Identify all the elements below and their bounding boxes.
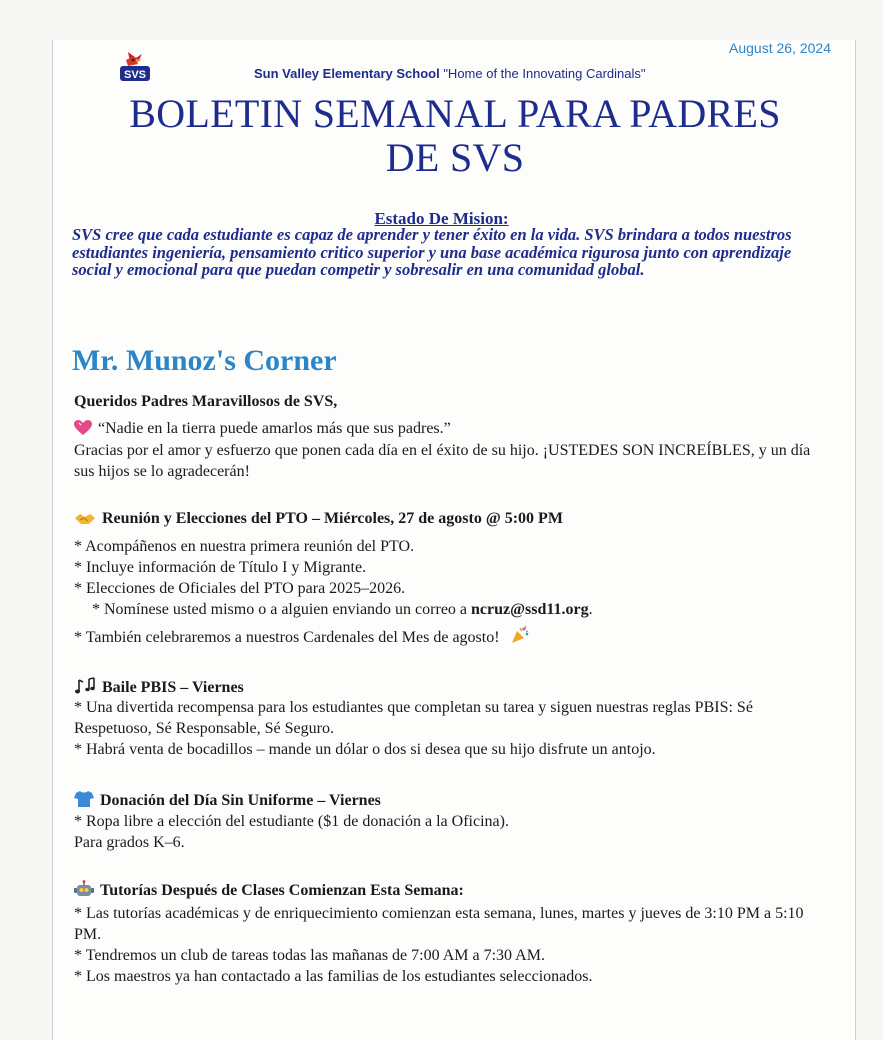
mission-heading: Estado De Mision: bbox=[374, 209, 509, 228]
uniform-heading bbox=[74, 790, 381, 813]
title-line-1: BOLETIN SEMANAL PARA PADRES bbox=[129, 91, 781, 136]
list-item: Para grados K–6. bbox=[74, 834, 185, 851]
pto-heading bbox=[74, 510, 563, 531]
list-item: * Acompáñenos en nuestra primera reunión del PTO. bbox=[74, 538, 415, 555]
list-item bbox=[74, 599, 814, 620]
list-item bbox=[74, 625, 814, 651]
uniform-heading-text: Donación del Día Sin Uniforme – Viernes bbox=[100, 792, 381, 809]
title-line-2: DE SVS bbox=[385, 135, 525, 180]
school-motto: "Home of the Innovating Cardinals" bbox=[443, 66, 646, 81]
tshirt-icon bbox=[74, 790, 94, 813]
list-item: * Habrá venta de bocadillos – mande un dólar o dos si desea que su hijo disfrute un antojo. bbox=[74, 741, 656, 758]
logo-text: SVS bbox=[123, 69, 147, 81]
list-item: * Las tutorías académicas y de enriquecimiento comienzan esta semana, lunes, martes y jueves de 3:10 PM a 5:10 PM. bbox=[74, 905, 804, 943]
cardinal-logo-icon bbox=[116, 50, 154, 84]
tutoring-list bbox=[74, 903, 814, 987]
list-item: * Tendremos un club de tareas todas las mañanas de 7:00 AM a 7:30 AM. bbox=[74, 947, 545, 964]
pto-heading-text: Reunión y Elecciones del PTO – Miércoles, 27 de agosto @ 5:00 PM bbox=[102, 510, 563, 527]
thanks-text: Gracias por el amor y esfuerzo que ponen cada día en el éxito de su hijo. ¡USTEDES SON INCREÍBLES, y un día sus hijos se lo agradecerán! bbox=[74, 442, 811, 480]
quote-line bbox=[74, 418, 814, 442]
school-name: Sun Valley Elementary School bbox=[254, 66, 440, 81]
heart-icon bbox=[74, 420, 92, 442]
mission-text: SVS cree que cada estudiante es capaz de aprender y tener éxito en la vida. SVS brindara a todos nuestros estudiantes ingeniería, pensamiento critico superior y una base académica rigurosa junto con aprendizaje social y emocional para que puedan competir y sobresalir en una comunidad global. bbox=[72, 225, 792, 279]
greeting: Queridos Padres Maravillosos de SVS, bbox=[74, 393, 338, 410]
tutoring-heading bbox=[74, 880, 464, 903]
dance-list bbox=[74, 697, 814, 760]
corner-title: Mr. Munoz's Corner bbox=[72, 344, 337, 377]
celebrate-text: * También celebraremos a nuestros Cardenales del Mes de agosto! bbox=[74, 629, 500, 646]
list-item: * Elecciones de Oficiales del PTO para 2025–2026. bbox=[74, 580, 406, 597]
uniform-list bbox=[74, 811, 814, 853]
newsletter-date: August 26, 2024 bbox=[729, 40, 831, 56]
quote-text: “Nadie en la tierra puede amarlos más que sus padres.” bbox=[98, 420, 451, 437]
school-line bbox=[254, 66, 646, 81]
handshake-icon bbox=[74, 512, 96, 531]
list-item: * Una divertida recompensa para los estudiantes que completan su tarea y siguen nuestras reglas PBIS: Sé Respetuoso, Sé Responsable, Sé Seguro. bbox=[74, 699, 753, 737]
pto-list bbox=[74, 536, 814, 651]
tutoring-heading-text: Tutorías Después de Clases Comienzan Esta Semana: bbox=[100, 882, 464, 899]
list-item: * Ropa libre a elección del estudiante ($1 de donación a la Oficina). bbox=[74, 813, 509, 830]
robot-icon bbox=[74, 880, 94, 903]
party-popper-icon bbox=[510, 625, 530, 651]
list-item: * Los maestros ya han contactado a las familias de los estudiantes seleccionados. bbox=[74, 968, 593, 985]
nominate-suffix: . bbox=[588, 601, 593, 618]
newsletter-title bbox=[60, 92, 850, 180]
list-item: * Incluye información de Título I y Migrante. bbox=[74, 559, 367, 576]
pto-email-link[interactable]: ncruz@ssd11.org bbox=[471, 601, 589, 618]
dance-heading-text: Baile PBIS – Viernes bbox=[102, 679, 244, 696]
nominate-text: * Nomínese usted mismo o a alguien enviando un correo a bbox=[92, 601, 472, 618]
